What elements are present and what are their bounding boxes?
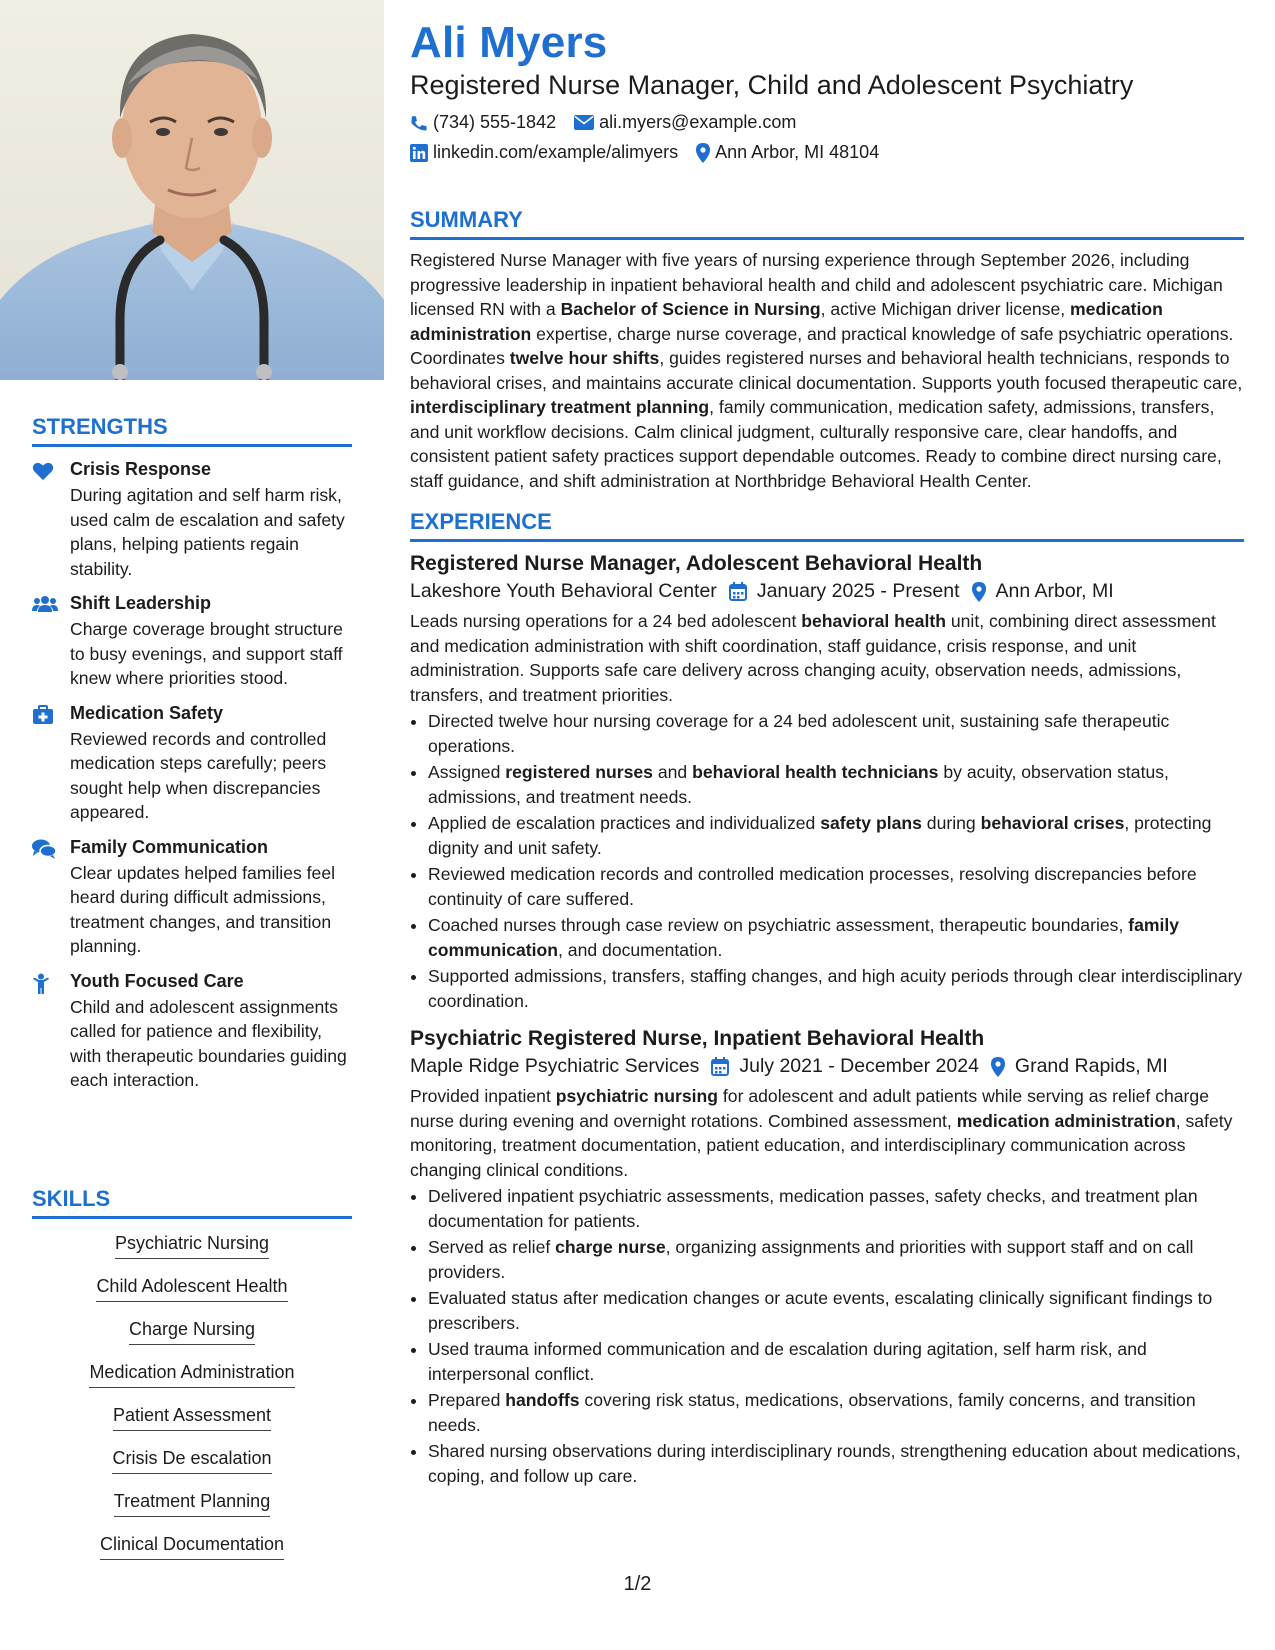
- experience-title: EXPERIENCE: [410, 509, 1244, 542]
- bullet-item: • Supported admissions, transfers, staffing changes, and high acuity periods through clear interdisciplinary coordination.: [428, 964, 1244, 1013]
- job-dates: January 2025 - Present: [729, 580, 960, 603]
- summary-text: Registered Nurse Manager with five years of nursing experience through September 2026, including progressive leadership in inpatient behavioral health and child and adolescent psychiatric care. Michigan licensed RN with a Bachelor of Science in Nursing, active Michigan driver license, medication administration expertise, charge nurse coverage, and practical knowledge of safe psychiatric operations. Coordinates twelve hour shifts, guides registered nurses and behavioral health technicians, responds to behavioral crises, and maintains accurate clinical documentation. Supports youth focused therapeutic care, interdisciplinary treatment planning, family communication, medication safety, admissions, transfers, and unit workflow decisions. Calm clinical judgment, culturally responsive care, clear handoffs, and consistent patient safety practices support dependable outcomes. Ready to combine direct nursing care, staff guidance, and shift administration at Northbridge Behavioral Health Center.: [410, 250, 1243, 491]
- linkedin-icon: [410, 144, 428, 162]
- summary-section: [410, 207, 1244, 493]
- job-location: Ann Arbor, MI: [972, 580, 1114, 603]
- portrait-illustration: [0, 0, 384, 380]
- strength-item: [32, 459, 352, 581]
- contact-row: [410, 112, 1244, 133]
- page-number: 1/2: [623, 1573, 652, 1595]
- strength-title: Crisis Response: [70, 459, 212, 479]
- phone-contact[interactable]: [410, 112, 556, 133]
- contact-row-2: [410, 142, 1244, 163]
- bullet-item: • Coached nurses through case review on psychiatric assessment, therapeutic boundaries, family communication, and documentation.: [428, 913, 1244, 962]
- job-bullets: [410, 709, 1244, 1013]
- email-contact[interactable]: [574, 112, 796, 133]
- profile-photo: [0, 0, 384, 380]
- team-icon: [32, 595, 58, 613]
- strength-desc: Reviewed records and controlled medication steps carefully; peers sought help when discrepancies appeared.: [70, 728, 327, 822]
- bullet-item: • Evaluated status after medication changes or acute events, escalating clinically significant findings to prescribers.: [428, 1286, 1244, 1335]
- bullet-item: • Served as relief charge nurse, organizing assignments and priorities with support staff and on call providers.: [428, 1235, 1244, 1284]
- job-bullets: [410, 1184, 1244, 1488]
- bullet-item: • Prepared handoffs covering risk status, medications, observations, family concerns, and transition needs.: [428, 1388, 1244, 1437]
- strength-item: [32, 593, 352, 691]
- email-icon: [574, 115, 594, 130]
- strengths-title: STRENGTHS: [32, 414, 352, 447]
- experience-section: [410, 509, 1244, 1488]
- skill-item: Clinical Documentation: [100, 1534, 284, 1560]
- chat-icon: [32, 839, 56, 859]
- child-icon: [32, 973, 50, 995]
- linkedin-contact[interactable]: [410, 142, 678, 163]
- job-title: Registered Nurse Manager, Adolescent Behavioral Health: [410, 552, 983, 576]
- skill-item: Charge Nursing: [129, 1319, 255, 1345]
- skill-item: Child Adolescent Health: [96, 1276, 287, 1302]
- heart-icon: [32, 461, 54, 481]
- candidate-name: Ali Myers: [410, 18, 608, 67]
- strength-item: [32, 837, 352, 959]
- skills-section: [32, 1186, 352, 1577]
- bullet-item: • Directed twelve hour nursing coverage for a 24 bed adolescent unit, sustaining safe therapeutic operations.: [428, 709, 1244, 758]
- skill-item: Medication Administration: [89, 1362, 294, 1388]
- medical-kit-icon: [32, 705, 54, 725]
- skills-title: SKILLS: [32, 1186, 352, 1219]
- strength-item: [32, 703, 352, 825]
- strength-desc: Charge coverage brought structure to busy evenings, and support staff knew where priorities stood.: [70, 619, 343, 688]
- strength-title: Family Communication: [70, 836, 269, 857]
- skills-list: [32, 1233, 352, 1577]
- calendar-icon: [711, 1057, 729, 1076]
- location-text: Ann Arbor, MI 48104: [715, 142, 880, 163]
- phone-icon: [410, 114, 428, 132]
- strength-desc: Child and adolescent assignments called for patience and flexibility, with therapeutic boundaries guiding each interaction.: [70, 996, 347, 1090]
- location-contact: [696, 142, 879, 163]
- company-name: Maple Ridge Psychiatric Services: [410, 1055, 700, 1078]
- bullet-item: • Assigned registered nurses and behavioral health technicians by acuity, observation status, admissions, and treatment needs.: [428, 760, 1244, 809]
- skill-item: Crisis De escalation: [112, 1448, 271, 1474]
- bullet-item: • Reviewed medication records and controlled medication processes, resolving discrepancies before continuity of care suffered.: [428, 862, 1244, 911]
- location-pin-icon: [991, 1057, 1005, 1077]
- job-entry: [410, 1027, 1244, 1488]
- company-name: Lakeshore Youth Behavioral Center: [410, 580, 717, 603]
- strength-desc: Clear updates helped families feel heard during difficult admissions, treatment changes, and transition planning.: [70, 862, 336, 956]
- sidebar: [0, 0, 384, 1650]
- strengths-section: [32, 414, 352, 1093]
- location-pin-icon: [972, 582, 986, 602]
- job-entry: [410, 552, 1244, 1013]
- job-title: Psychiatric Registered Nurse, Inpatient Behavioral Health: [410, 1027, 985, 1051]
- calendar-icon: [729, 582, 747, 601]
- bullet-item: • Delivered inpatient psychiatric assessments, medication passes, safety checks, and treatment plan documentation for patients.: [428, 1184, 1244, 1233]
- job-location: Grand Rapids, MI: [991, 1055, 1168, 1078]
- phone-text: (734) 555-1842: [433, 112, 557, 133]
- job-meta: [410, 580, 1244, 603]
- strength-title: Medication Safety: [70, 702, 224, 723]
- location-pin-icon: [696, 143, 710, 163]
- linkedin-text: linkedin.com/example/alimyers: [433, 142, 679, 163]
- job-meta: [410, 1055, 1244, 1078]
- job-description: Provided inpatient psychiatric nursing for adolescent and adult patients while serving as relief charge nurse during evening and overnight rotations. Combined assessment, medication administration, safety monitoring, treatment documentation, patient education, and interdisciplinary communication across changing clinical conditions.: [410, 1086, 1233, 1180]
- strength-desc: During agitation and self harm risk, used calm de escalation and safety plans, helping patients regain stability.: [70, 485, 345, 579]
- bullet-item: • Applied de escalation practices and individualized safety plans during behavioral crises, protecting dignity and unit safety.: [428, 811, 1244, 860]
- candidate-role: Registered Nurse Manager, Child and Adolescent Psychiatry: [410, 69, 1134, 100]
- strength-title: Youth Focused Care: [70, 970, 244, 991]
- bullet-item: • Shared nursing observations during interdisciplinary rounds, strengthening education about medications, coping, and follow up care.: [428, 1439, 1244, 1488]
- job-dates: July 2021 - December 2024: [711, 1055, 979, 1078]
- job-description: Leads nursing operations for a 24 bed adolescent behavioral health unit, combining direct assessment and medication administration with shift coordination, staff guidance, crisis response, and unit administration. Supports safe care delivery across changing acuity, observation needs, admissions, transfers, and treatment priorities.: [410, 611, 1216, 705]
- summary-title: SUMMARY: [410, 207, 1244, 240]
- skill-item: Treatment Planning: [114, 1491, 270, 1517]
- bullet-item: • Used trauma informed communication and de escalation during agitation, self harm risk, and interpersonal conflict.: [428, 1337, 1244, 1386]
- skill-item: Psychiatric Nursing: [115, 1233, 269, 1259]
- main-content: [410, 18, 1244, 1490]
- skill-item: Patient Assessment: [113, 1405, 271, 1431]
- strength-item: [32, 971, 352, 1093]
- email-text: ali.myers@example.com: [599, 112, 797, 133]
- strength-title: Shift Leadership: [70, 593, 212, 613]
